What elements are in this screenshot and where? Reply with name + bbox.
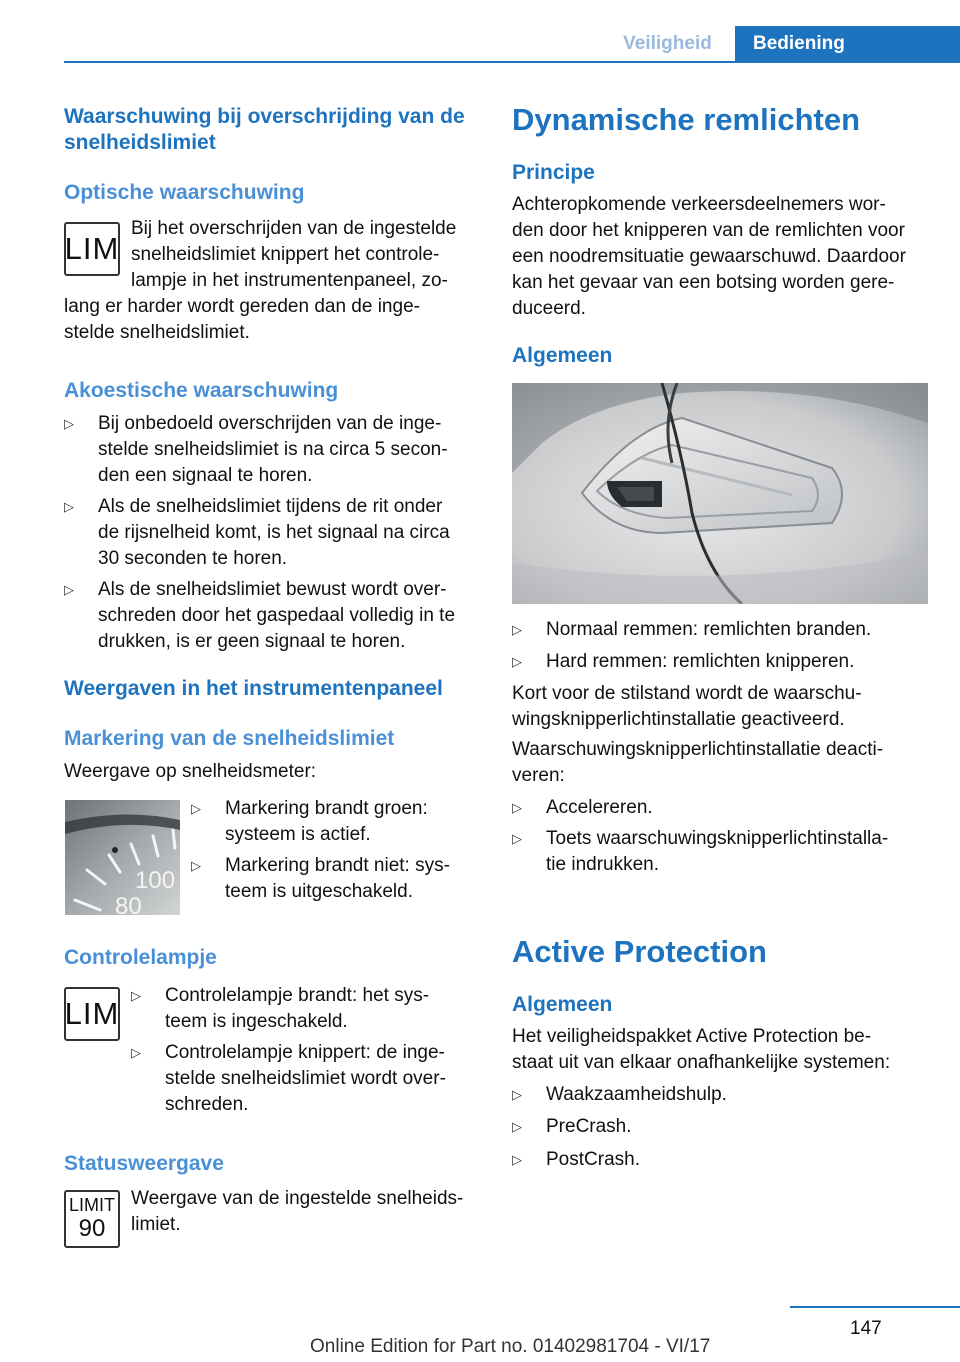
limit-icon-label: LIMIT [68,1195,115,1215]
principle-line: kan het gevaar van een botsing worden gere- [512,272,895,293]
heading-speed-limit-warning: Waarschuwing bij overschrijding van de snelheidslimiet [64,105,465,154]
list-item: Als de snelheidslimiet tijdens de rit onder [98,496,443,517]
optical-text-line-5: stelde snelheidslimiet. [64,322,250,343]
list-item: Toets waarschuwingsknipperlichtinstalla- [546,828,889,849]
list-item: den een signaal te horen. [98,465,313,486]
bullet-icon: ▷ [512,800,522,815]
kort-line: wingsknipperlichtinstallatie geactiveerd. [512,709,845,730]
limit-90-icon [64,1190,120,1248]
principle-line: den door het knipperen van de remlichten voor [512,220,905,241]
list-item: systeem is actief. [225,824,371,845]
list-item: Controlelampje brandt: het sys- [165,985,430,1006]
speedometer-graphic [65,800,180,915]
heading-principle: Principe [512,161,595,184]
list-item: drukken, is er geen signaal te horen. [98,631,406,652]
heading-general-2: Algemeen [512,993,613,1016]
list-item: 30 seconden te horen. [98,548,288,569]
tab-veiligheid[interactable]: Veiligheid [623,33,712,54]
status-text-line-1: Weergave van de ingestelde snelheids- [131,1188,464,1209]
list-item: Normaal remmen: remlichten branden. [546,619,872,640]
page-number: 147 [850,1318,882,1339]
speedometer-image [65,800,180,915]
principle-line: duceerd. [512,298,586,319]
marking-intro: Weergave op snelheidsmeter: [64,761,317,782]
list-item: schreden. [165,1094,249,1115]
heading-indicator-lamp: Controlelampje [64,946,217,969]
list-item: tie indrukken. [546,854,660,875]
list-item: schreden door het gaspedaal volledig in te [98,605,456,626]
bullet-icon: ▷ [512,622,522,637]
heading-acoustic-warning: Akoestische waarschuwing [64,379,339,402]
lim-indicator-icon [64,222,120,276]
heading-status-display: Statusweergave [64,1152,224,1175]
deact-line: veren: [512,765,565,786]
list-item: PostCrash. [546,1149,640,1170]
list-item: de rijsnelheid komt, is het signaal na circa [98,522,450,543]
list-item: Waakzaamheidshulp. [546,1084,727,1105]
heading-optical-warning: Optische waarschuwing [64,181,305,204]
bullet-icon: ▷ [512,831,522,846]
bullet-icon: ▷ [64,582,74,597]
footer-edition: Online Edition for Part no. 01402981704 - VI/17 [310,1336,711,1357]
list-item: teem is uitgeschakeld. [225,881,413,902]
active-line: staat uit van elkaar onafhankelijke systemen: [512,1052,891,1073]
taillight-image [512,383,928,604]
list-item: PreCrash. [546,1116,632,1137]
list-item: Controlelampje knippert: de inge- [165,1042,445,1063]
list-item: Hard remmen: remlichten knipperen. [546,651,855,672]
list-item: stelde snelheidslimiet wordt over- [165,1068,446,1089]
lim-icon-label: LIM [64,231,120,266]
principle-line: Achteropkomende verkeersdeelnemers wor- [512,194,886,215]
speedometer-label-80: 80 [115,893,142,915]
bullet-icon: ▷ [131,1045,141,1060]
bullet-icon: ▷ [64,499,74,514]
taillight-graphic [512,383,928,604]
bullet-icon: ▷ [512,1152,522,1167]
bullet-icon: ▷ [131,988,141,1003]
speedometer-label-100: 100 [135,867,176,894]
heading-general: Algemeen [512,344,613,367]
heading-instrument-display: Weergaven in het instrumentenpaneel [64,677,443,700]
bullet-icon: ▷ [512,1087,522,1102]
heading-dynamic-brake-lights: Dynamische remlichten [512,102,861,137]
footer-rule [790,1306,960,1308]
status-text-line-2: limiet. [131,1214,181,1235]
kort-line: Kort voor de stilstand wordt de waarschu- [512,683,862,704]
optical-text-line-4: lang er harder wordt gereden dan de inge- [64,296,420,317]
limit-icon-value: 90 [78,1215,106,1242]
lim-indicator-icon [64,987,120,1041]
bullet-icon: ▷ [512,1119,522,1134]
list-item: Markering brandt niet: sys- [225,855,450,876]
bullet-icon: ▷ [191,858,201,873]
header-rule [64,61,960,63]
optical-text-line-3: lampje in het instrumentenpaneel, zo- [131,270,448,291]
list-item: Als de snelheidslimiet bewust wordt over- [98,579,447,600]
optical-text-line-1: Bij het overschrijden van de ingestelde [131,218,457,239]
list-item: Accelereren. [546,797,653,818]
lim-icon-label: LIM [64,996,120,1031]
principle-line: een noodremsituatie gewaarschuwd. Daardoor [512,246,906,267]
deact-line: Waarschuwingsknipperlichtinstallatie deacti- [512,739,884,760]
optical-text-line-2: snelheidslimiet knippert het controle- [131,244,440,265]
bullet-icon: ▷ [191,801,201,816]
bullet-icon: ▷ [512,654,522,669]
list-item: Markering brandt groen: [225,798,428,819]
list-item: Bij onbedoeld overschrijden van de inge- [98,413,442,434]
heading-limit-marking: Markering van de snelheidslimiet [64,727,395,750]
list-item: teem is ingeschakeld. [165,1011,348,1032]
list-item: stelde snelheidslimiet is na circa 5 secon- [98,439,448,460]
bullet-icon: ▷ [64,416,74,431]
heading-active-protection: Active Protection [512,934,767,969]
tab-bediening[interactable]: Bediening [735,26,960,63]
active-line: Het veiligheidspakket Active Protection be- [512,1026,872,1047]
